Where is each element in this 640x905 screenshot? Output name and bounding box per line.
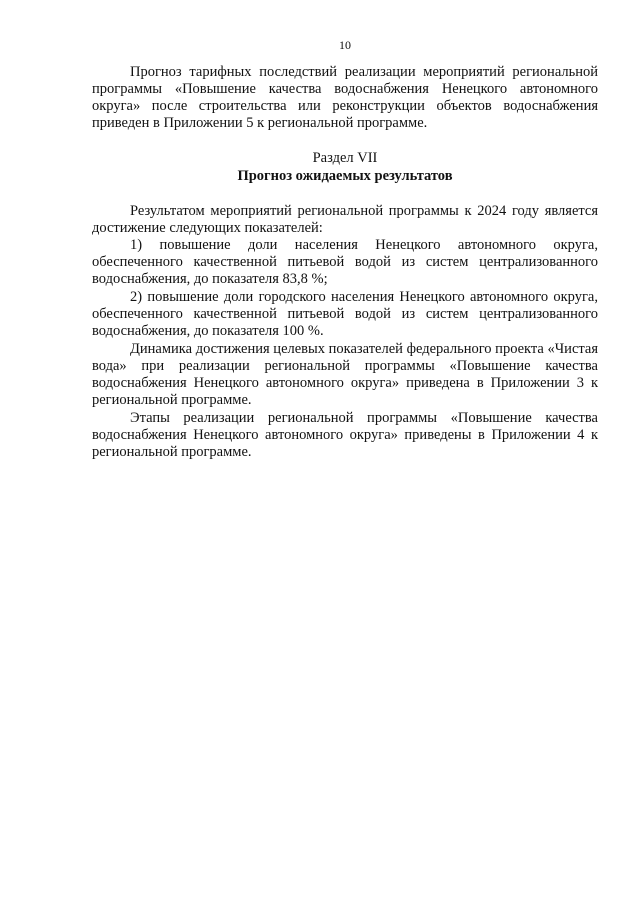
results-intro-paragraph: Результатом мероприятий региональной программы к 2024 году является достижение следующих показателей: bbox=[92, 203, 598, 236]
indicator-1-paragraph: 1) повышение доли населения Ненецкого автономного округа, обеспеченного качественной питьевой водой из систем централизованного водоснабжения, до показателя 83,8 %; bbox=[92, 237, 598, 287]
section-label: Раздел VII bbox=[312, 150, 378, 166]
section-title: Прогноз ожидаемых результатов bbox=[237, 168, 453, 184]
stages-paragraph: Этапы реализации региональной программы «Повышение качества водоснабжения Ненецкого автономного округа» приведены в Приложении 4 к региональной программе. bbox=[92, 410, 598, 460]
page-number: 10 bbox=[339, 38, 351, 52]
dynamics-paragraph: Динамика достижения целевых показателей федерального проекта «Чистая вода» при реализации региональной программы «Повышение качества водоснабжения Ненецкого автономного округа» приведена в Приложении 3 к региональной программе. bbox=[92, 341, 598, 408]
tariff-forecast-paragraph: Прогноз тарифных последствий реализации мероприятий региональной программы «Повышение качества водоснабжения Ненецкого автономного округа» после строительства или реконструкции объектов водоснабжения приведен в Приложении 5 к региональной программе. bbox=[92, 64, 598, 131]
indicator-2-paragraph: 2) повышение доли городского населения Ненецкого автономного округа, обеспеченного качественной питьевой водой из систем централизованного водоснабжения, до показателя 100 %. bbox=[92, 289, 598, 339]
